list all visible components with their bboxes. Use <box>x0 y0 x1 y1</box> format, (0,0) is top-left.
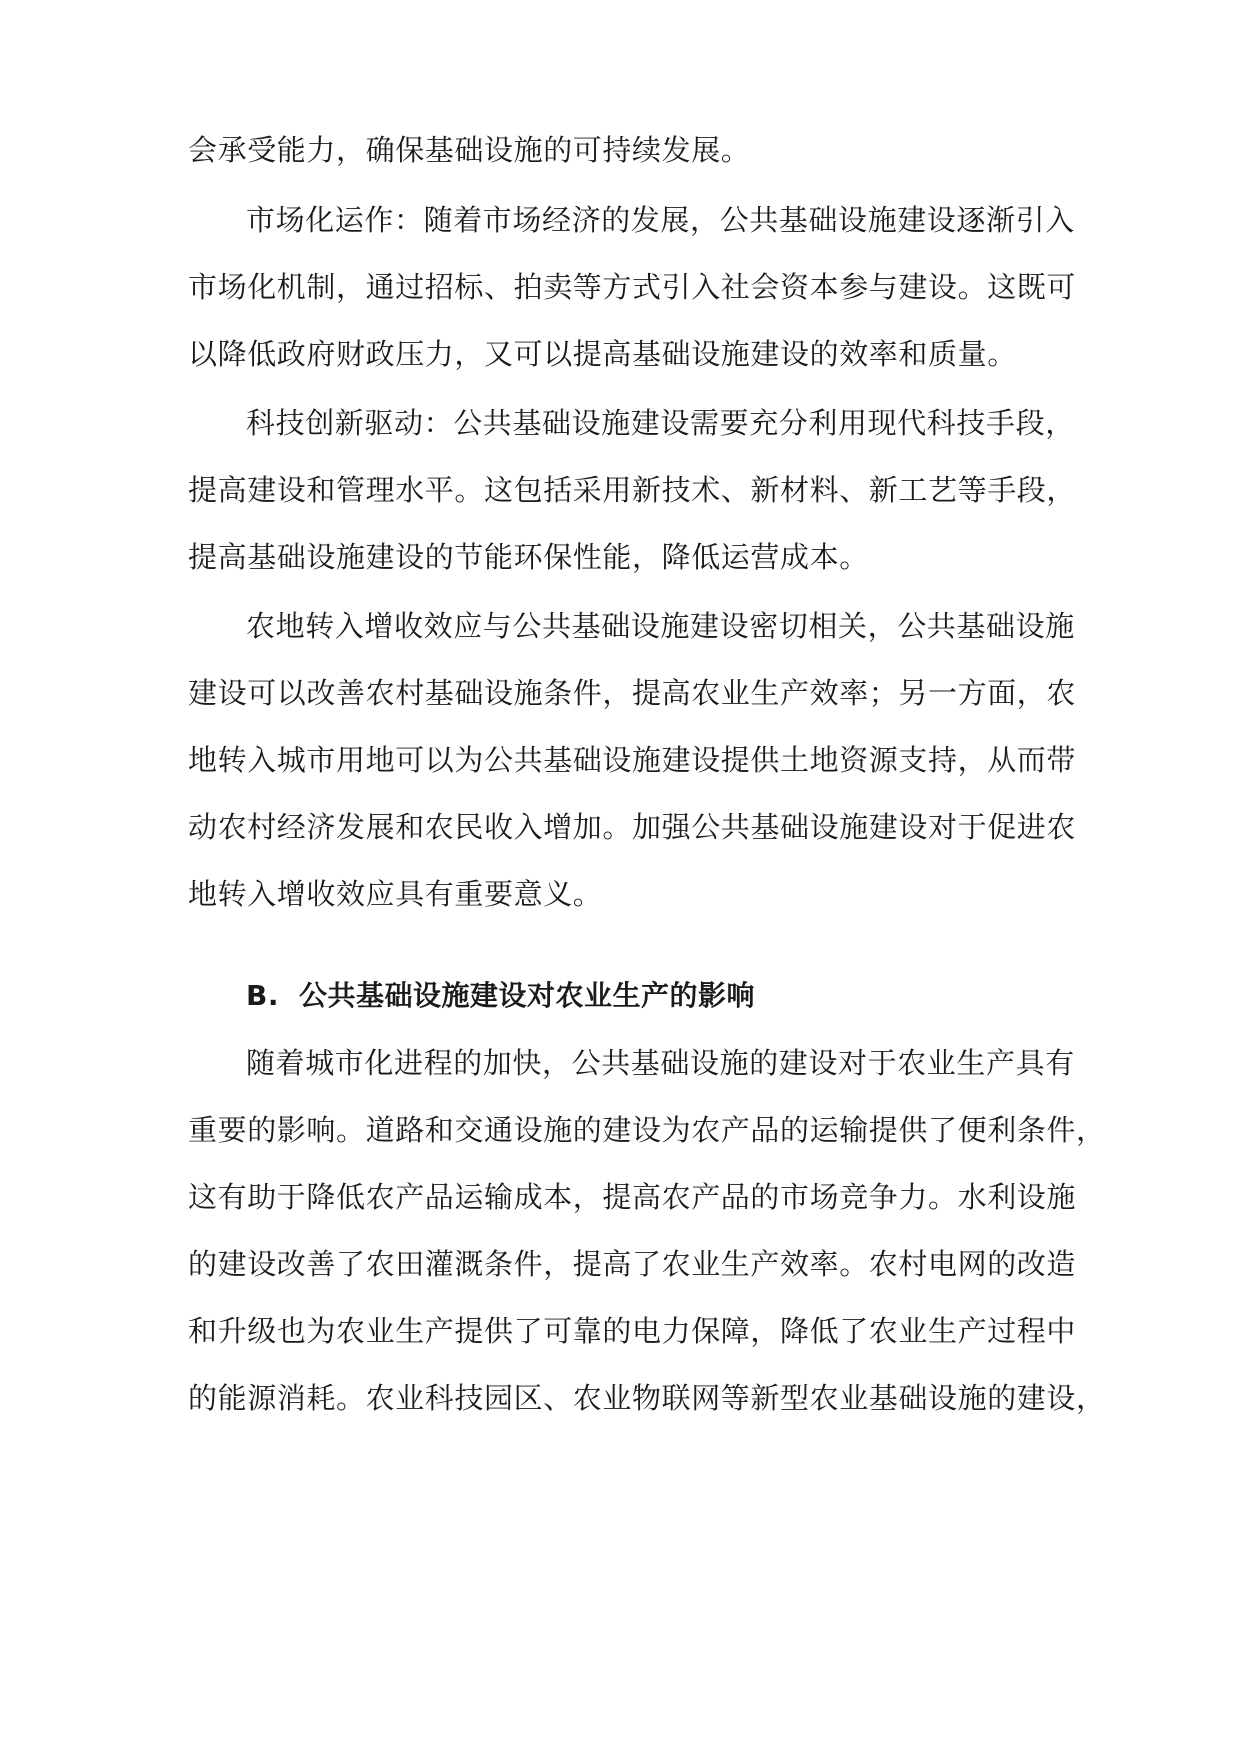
section-heading-label: B. <box>246 979 279 1012</box>
paragraph-line: 和升级也为农业生产提供了可靠的电力保障，降低了农业生产过程中 <box>188 1314 1077 1348</box>
paragraph-line: 地转入增收效应具有重要意义。 <box>188 877 603 911</box>
paragraph-line: 提高基础设施建设的节能环保性能，降低运营成本。 <box>188 540 869 574</box>
paragraph-line: 以降低政府财政压力，又可以提高基础设施建设的效率和质量。 <box>188 337 1017 371</box>
paragraph-line: 随着城市化进程的加快，公共基础设施的建设对于农业生产具有 <box>246 1046 1075 1080</box>
paragraph-line: 科技创新驱动：公共基础设施建设需要充分利用现代科技手段， <box>246 406 1075 440</box>
section-heading <box>246 976 755 1016</box>
paragraph-line: 这有助于降低农产品运输成本，提高农产品的市场竞争力。水利设施 <box>188 1180 1077 1214</box>
paragraph-line: 重要的影响。道路和交通设施的建设为农产品的运输提供了便利条件， <box>188 1113 1106 1147</box>
paragraph-line: 的能源消耗。农业科技园区、农业物联网等新型农业基础设施的建设， <box>188 1381 1106 1415</box>
paragraph-line: 市场化运作：随着市场经济的发展，公共基础设施建设逐渐引入 <box>246 203 1075 237</box>
paragraph-line: 地转入城市用地可以为公共基础设施建设提供土地资源支持，从而带 <box>188 743 1077 777</box>
section-heading-title: 公共基础设施建设对农业生产的影响 <box>298 979 755 1012</box>
paragraph-line: 动农村经济发展和农民收入增加。加强公共基础设施建设对于促进农 <box>188 810 1077 844</box>
paragraph-line: 建设可以改善农村基础设施条件，提高农业生产效率；另一方面，农 <box>188 676 1077 710</box>
paragraph-line: 会承受能力，确保基础设施的可持续发展。 <box>188 133 751 167</box>
paragraph-line: 的建设改善了农田灌溉条件，提高了农业生产效率。农村电网的改造 <box>188 1247 1077 1281</box>
paragraph-line: 市场化机制，通过招标、拍卖等方式引入社会资本参与建设。这既可 <box>188 270 1077 304</box>
paragraph-line: 农地转入增收效应与公共基础设施建设密切相关，公共基础设施 <box>246 609 1075 643</box>
paragraph-line: 提高建设和管理水平。这包括采用新技术、新材料、新工艺等手段， <box>188 473 1077 507</box>
